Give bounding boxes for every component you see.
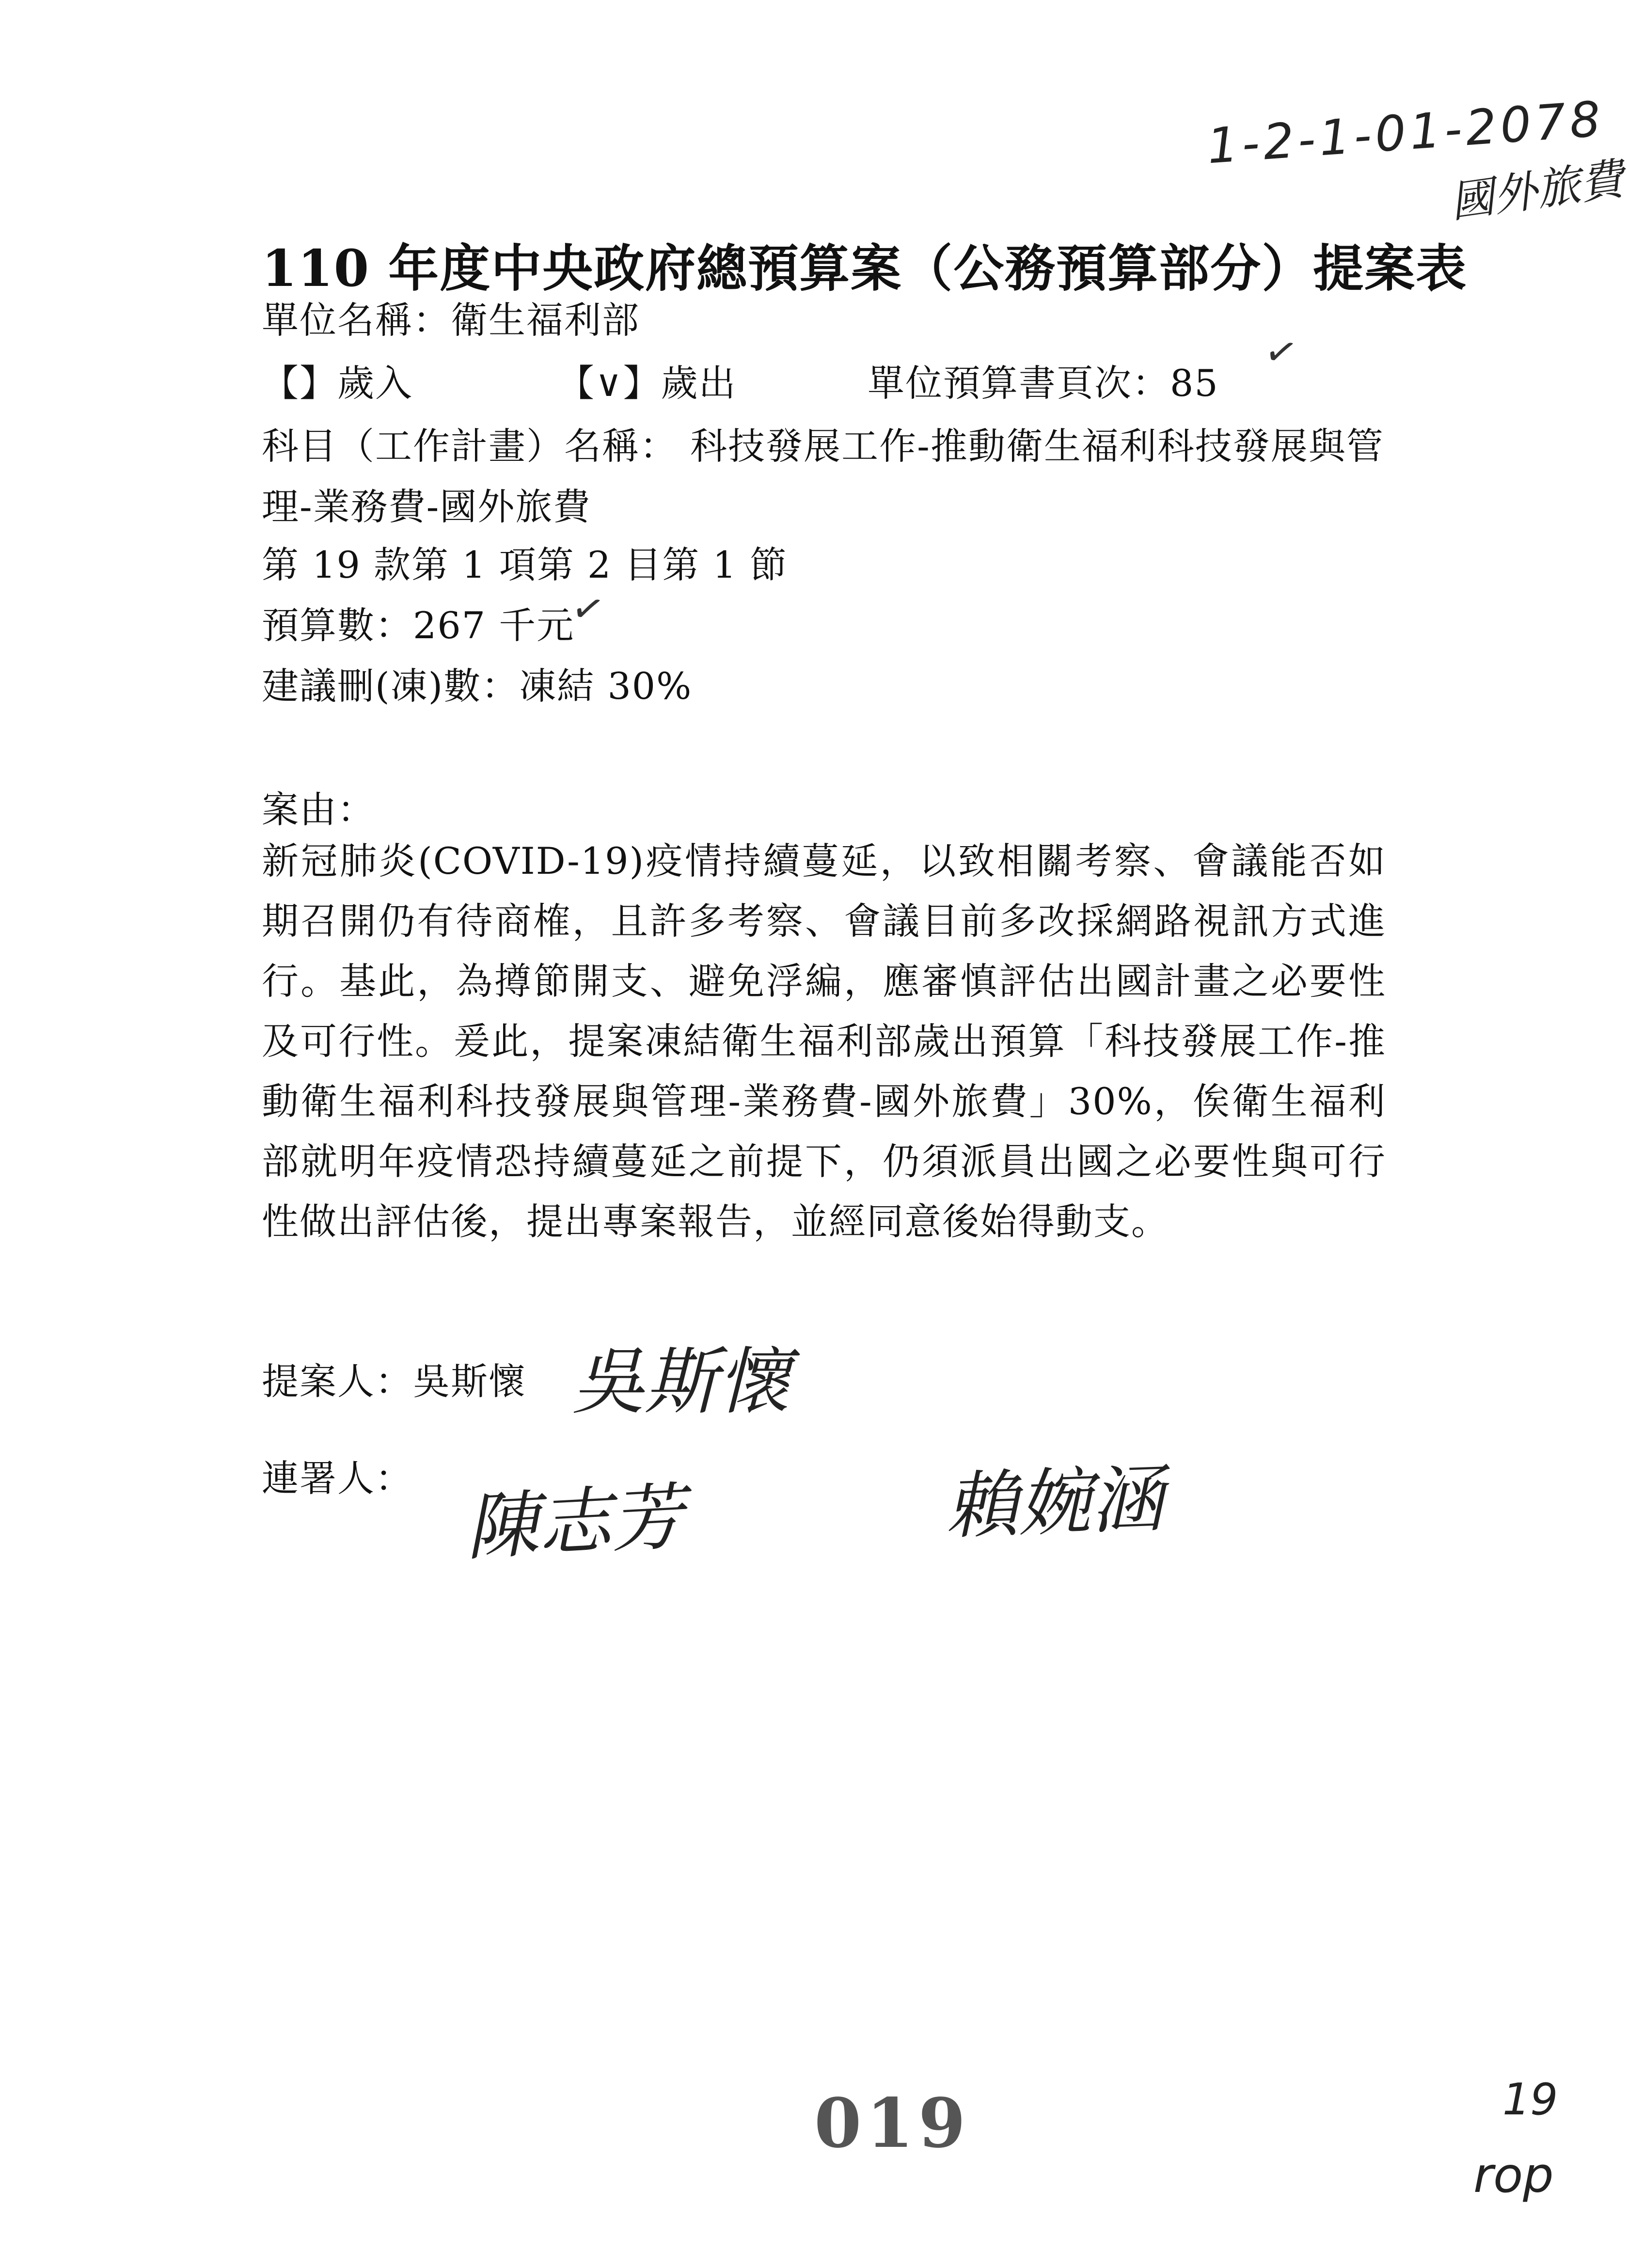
budget-page-reference: 單位預算書頁次：85 xyxy=(868,362,1219,405)
proposer-label: 提案人：吳斯懷 xyxy=(262,1360,526,1403)
unit-name: 單位名稱：衛生福利部 xyxy=(262,299,640,342)
corner-note-1: 19 xyxy=(1502,2074,1558,2125)
reference-note: 國外旅費 xyxy=(1447,153,1627,228)
reason-body: 新冠肺炎(COVID-19)疫情持續蔓延，以致相關考察、會議能否如期召開仍有待商榷，且許多考察、會議目前多改採網路視訊方式進行。基此，為撙節開支、避免浮編，應審慎評估出國計畫之必要性及可行性。爰此，提案凍結衛生福利部歲出預算「科技發展工作-推動衛生福利科技發展與管理-業務費-國外旅費」30%，俟衛生福利部就明年疫情恐持續蔓延之前提下，仍須派員出國之必要性與可行性做出評估後，提出專案報告，並經同意後始得動支。 xyxy=(262,839,1386,1243)
cosigner-label: 連署人： xyxy=(262,1457,413,1500)
budget-section: 第 19 款第 1 項第 2 目第 1 節 xyxy=(262,543,788,586)
proposed-freeze: 建議刪(凍)數：凍結 30% xyxy=(262,664,693,708)
cosigner-signature-1: 陳志芳 xyxy=(463,1475,686,1571)
budget-amount: 預算數：267 千元 xyxy=(262,604,575,647)
page-number: 019 xyxy=(814,2084,971,2163)
cosigner-signature-2: 賴婉涵 xyxy=(944,1457,1165,1549)
document-title: 110 年度中央政府總預算案（公務預算部分）提案表 xyxy=(262,238,1468,298)
subject-line-2: 理-業務費-國外旅費 xyxy=(262,485,591,528)
income-option: 【】歲入 xyxy=(262,362,413,405)
proposer-signature: 吳斯懷 xyxy=(572,1340,790,1424)
corner-note-2: rop xyxy=(1473,2147,1554,2204)
reason-label: 案由： xyxy=(262,788,375,831)
expense-option: 【∨】歲出 xyxy=(557,362,737,405)
subject-line-1: 科目（工作計畫）名稱： 科技發展工作-推動衛生福利科技發展與管 xyxy=(262,425,1384,468)
reference-code: 1-2-1-01-2078 xyxy=(1205,90,1607,175)
check-mark-icon: ✓ xyxy=(1261,327,1302,378)
check-mark-icon: ✓ xyxy=(568,583,609,634)
